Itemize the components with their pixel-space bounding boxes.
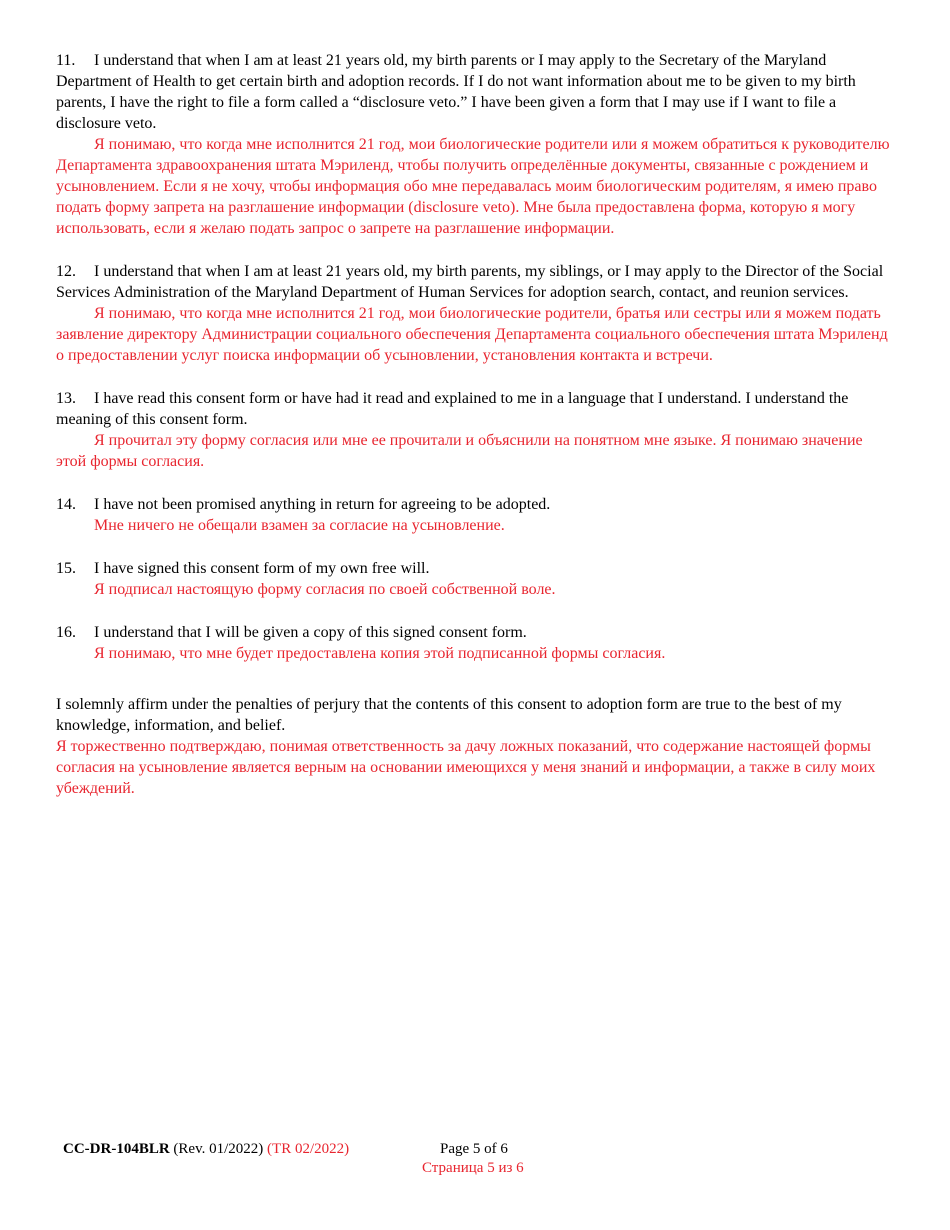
item-16-russian: Я понимаю, что мне будет предоставлена копия этой подписанной формы согласия. <box>94 645 666 662</box>
item-12-english <box>56 261 896 303</box>
affirmation-russian: Я торжественно подтверждаю, понимая ответственность за дачу ложных показаний, что содержание настоящей формы согласия на усыновление является верным на основании имеющихся у меня знаний и информации, а также в силу моих убеждений. <box>56 738 876 797</box>
affirmation-english: I solemnly affirm under the penalties of perjury that the contents of this consent to adoption form are true to the best of my knowledge, information, and belief. <box>56 696 842 734</box>
item-11-number: 11. <box>56 52 76 69</box>
document-page <box>56 50 896 821</box>
item-12-number: 12. <box>56 263 76 280</box>
form-revision: (Rev. 01/2022) <box>173 1141 264 1157</box>
item-15-english <box>56 558 896 579</box>
item-13-english <box>56 388 896 430</box>
list-item-12 <box>56 261 896 366</box>
item-13-english-text: I have read this consent form or have had it read and explained to me in a language that I understand. I understand the meaning of this consent form. <box>56 390 849 428</box>
item-16-english <box>56 622 896 643</box>
item-16-number: 16. <box>56 624 76 641</box>
list-item-15 <box>56 558 896 600</box>
page-number-english: Page 5 of 6 <box>440 1141 508 1157</box>
list-item-11 <box>56 50 896 239</box>
list-item-14 <box>56 494 896 536</box>
item-11-english-text: I understand that when I am at least 21 years old, my birth parents or I may apply to the Secretary of the Maryland Department of Health to get certain birth and adoption records. If I do not want information about me to be given to my birth parents, I have the right to file a form called a “disclosure veto.” I have been given a form that I may use if I want to file a disclosure veto. <box>56 52 856 132</box>
item-11-english <box>56 50 896 134</box>
item-13-russian: Я прочитал эту форму согласия или мне ее прочитали и объяснили на понятном мне языке. Я понимаю значение этой формы согласия. <box>56 432 863 470</box>
item-14-number: 14. <box>56 496 76 513</box>
item-15-number: 15. <box>56 560 76 577</box>
item-14-russian: Мне ничего не обещали взамен за согласие на усыновление. <box>94 517 505 534</box>
item-16-english-text: I understand that I will be given a copy of this signed consent form. <box>94 624 527 641</box>
page-number-russian: Страница 5 из 6 <box>422 1160 524 1176</box>
translation-revision: (TR 02/2022) <box>267 1141 350 1157</box>
item-15-english-text: I have signed this consent form of my own free will. <box>94 560 430 577</box>
item-12-english-text: I understand that when I am at least 21 years old, my birth parents, my siblings, or I may apply to the Director of the Social Services Administration of the Maryland Department of Human Services for adoption search, contact, and reunion services. <box>56 263 884 301</box>
list-item-13 <box>56 388 896 472</box>
page-footer <box>63 1140 903 1176</box>
item-13-number: 13. <box>56 390 76 407</box>
affirmation <box>56 694 896 799</box>
item-14-english <box>56 494 896 515</box>
item-11-russian: Я понимаю, что когда мне исполнится 21 год, мои биологические родители или я можем обратиться к руководителю Департамента здравоохранения штата Мэриленд, чтобы получить определённые документы, связанные с рождением и усыновлением. Если я не хочу, чтобы информация обо мне передавалась моим биологическим родителям, я имею право подать форму запрета на разглашение информации (disclosure veto). Мне была предоставлена форма, которую я могу использовать, если я желаю подать запрос о запрете на разглашение информации. <box>56 136 890 237</box>
item-14-english-text: I have not been promised anything in return for agreeing to be adopted. <box>94 496 551 513</box>
form-id: CC-DR-104BLR <box>63 1141 170 1157</box>
item-15-russian: Я подписал настоящую форму согласия по своей собственной воле. <box>94 581 556 598</box>
item-12-russian: Я понимаю, что когда мне исполнится 21 год, мои биологические родители, братья или сестры или я можем подать заявление директору Администрации социального обеспечения Департамента социального обеспечения штата Мэриленд о предоставлении услуг поиска информации об усыновлении, установления контакта и встречи. <box>56 305 888 364</box>
list-item-16 <box>56 622 896 664</box>
